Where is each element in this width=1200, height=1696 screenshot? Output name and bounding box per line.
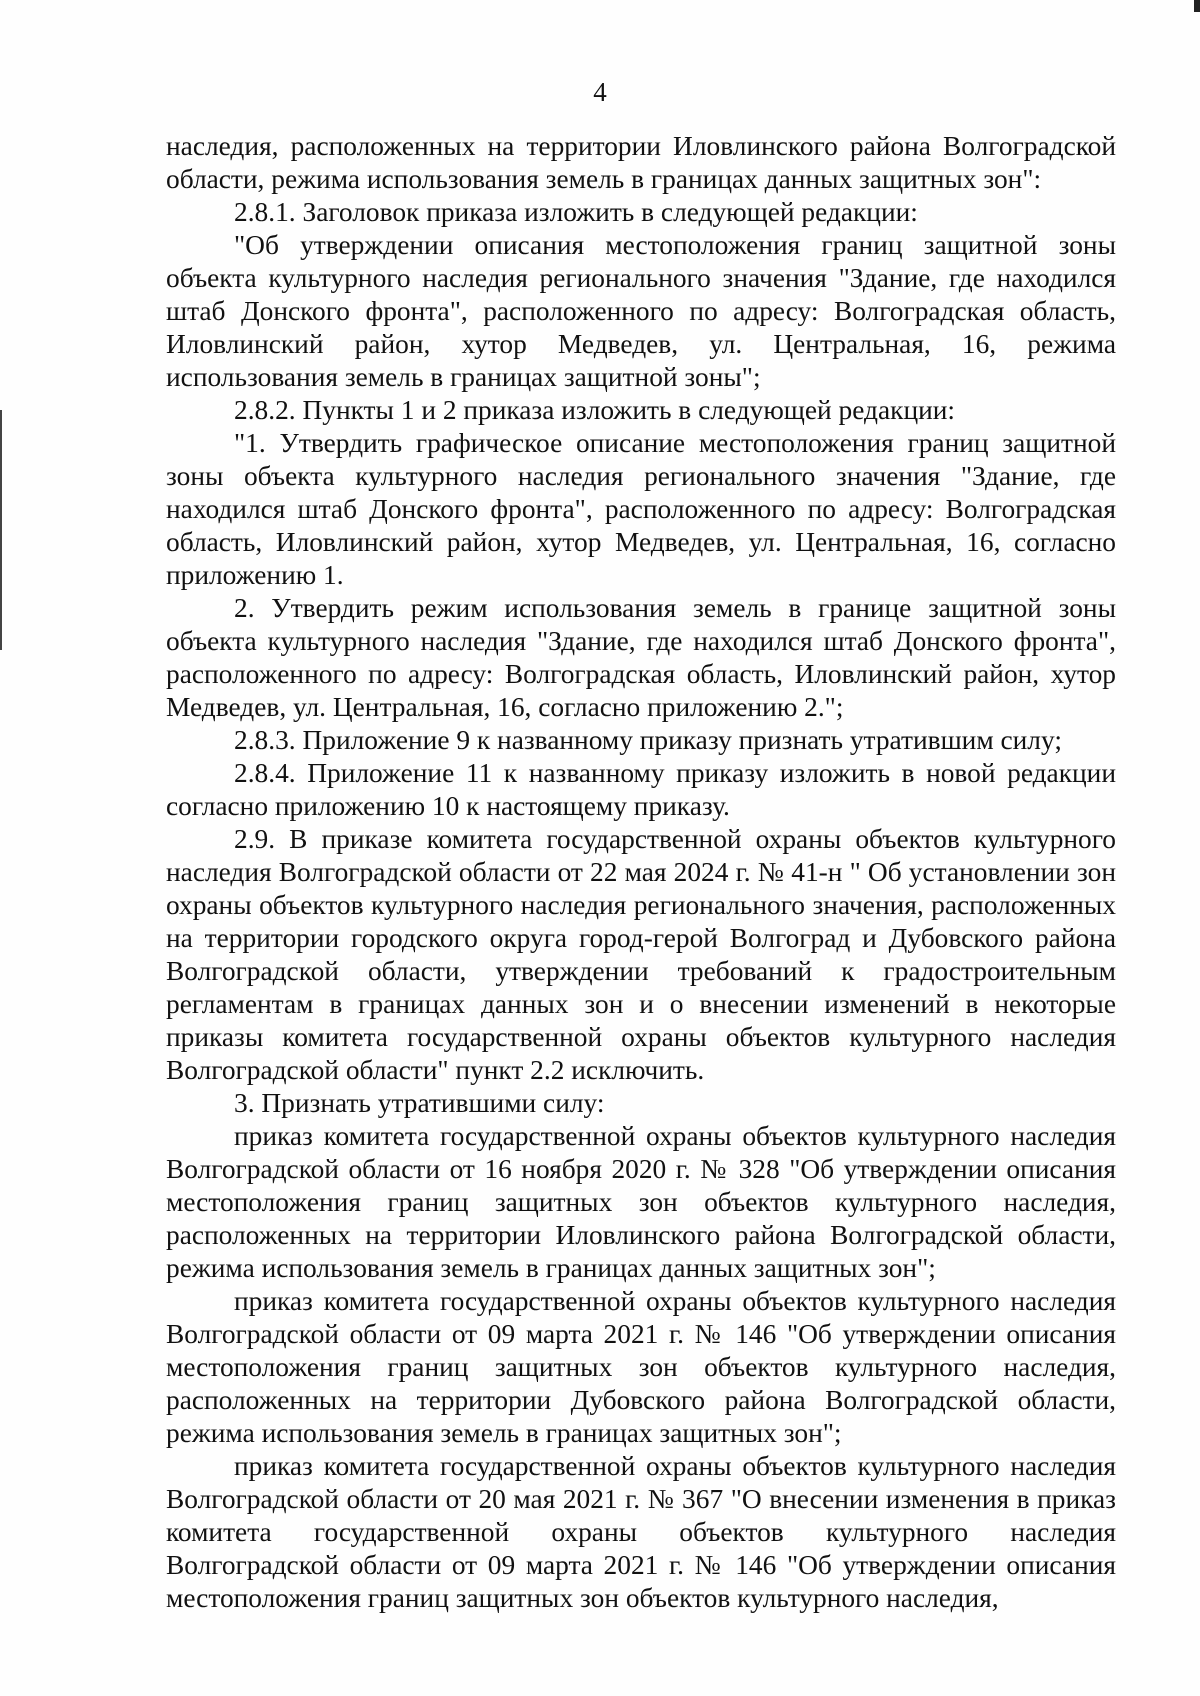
paragraph-2-8-3: 2.8.3. Приложение 9 к названному приказу признать утратившим силу; — [234, 725, 1062, 755]
paragraph-2-8-4: 2.8.4. Приложение 11 к названному приказу изложить в новой редакции согласно приложению 10 к настоящему приказу. — [166, 758, 1116, 821]
paragraph-title-text: "Об утверждении описания местоположения границ защитной зоны объекта культурного наследия регионального значения "Здание, где находился штаб Донского фронта", расположенного по адресу: Волгоградская область, Иловлинский район, хутор Медведев, ул. Центральная, 16, режима использования земель в границах защитной зоны"; — [166, 230, 1116, 392]
paragraph-order-328: приказ комитета государственной охраны объектов культурного наследия Волгоградской области от 16 ноября 2020 г. № 328 "Об утверждении описания местоположения границ защитных зон объектов культурного наследия, расположенных на территории Иловлинского района Волгоградской области, режима использования земель в границах данных защитных зон"; — [166, 1121, 1116, 1283]
paragraph-order-367: приказ комитета государственной охраны объектов культурного наследия Волгоградской области от 20 мая 2021 г. № 367 "О внесении изменения в приказ комитета государственной охраны объектов культурного наследия Волгоградской области от 09 марта 2021 г. № 146 "Об утверждении описания местоположения границ защитных зон объектов культурного наследия, — [166, 1451, 1116, 1613]
paragraph-3: 3. Признать утратившими силу: — [234, 1088, 605, 1118]
paragraph-order-146: приказ комитета государственной охраны объектов культурного наследия Волгоградской области от 09 марта 2021 г. № 146 "Об утверждении описания местоположения границ защитных зон объектов культурного наследия, расположенных на территории Дубовского района Волгоградской области, режима использования земель в границах защитных зон"; — [166, 1286, 1116, 1448]
paragraph-item-1: "1. Утвердить графическое описание местоположения границ защитной зоны объекта культурного наследия регионального значения "Здание, где находился штаб Донского фронта", расположенного по адресу: Волгоградская область, Иловлинский район, хутор Медведев, ул. Центральная, 16, согласно приложению 1. — [166, 428, 1116, 590]
paragraph-2-9: 2.9. В приказе комитета государственной охраны объектов культурного наследия Волгоградской области от 22 мая 2024 г. № 41-н " Об установлении зон охраны объектов культурного наследия регионального значения, расположенных на территории городского округа город-герой Волгоград и Дубовского района Волгоградской области, утверждении требований к градостроительным регламентам в границах данных зон и о внесении изменений в некоторые приказы комитета государственной охраны объектов культурного наследия Волгоградской области" пункт 2.2 исключить. — [166, 824, 1116, 1085]
page-number: 4 — [593, 77, 607, 107]
document-body — [166, 130, 1116, 1615]
scan-artifact-mark — [1194, 0, 1200, 12]
paragraph-2-8-1: 2.8.1. Заголовок приказа изложить в следующей редакции: — [234, 197, 918, 227]
paragraph-2-8-2: 2.8.2. Пункты 1 и 2 приказа изложить в следующей редакции: — [234, 395, 956, 425]
scan-edge-line — [0, 410, 2, 650]
paragraph-continuation: наследия, расположенных на территории Иловлинского района Волгоградской области, режима использования земель в границах данных защитных зон": — [166, 131, 1116, 194]
paragraph-item-2: 2. Утвердить режим использования земель в границе защитной зоны объекта культурного наследия "Здание, где находился штаб Донского фронта", расположенного по адресу: Волгоградская область, Иловлинский район, хутор Медведев, ул. Центральная, 16, согласно приложению 2."; — [166, 593, 1116, 722]
